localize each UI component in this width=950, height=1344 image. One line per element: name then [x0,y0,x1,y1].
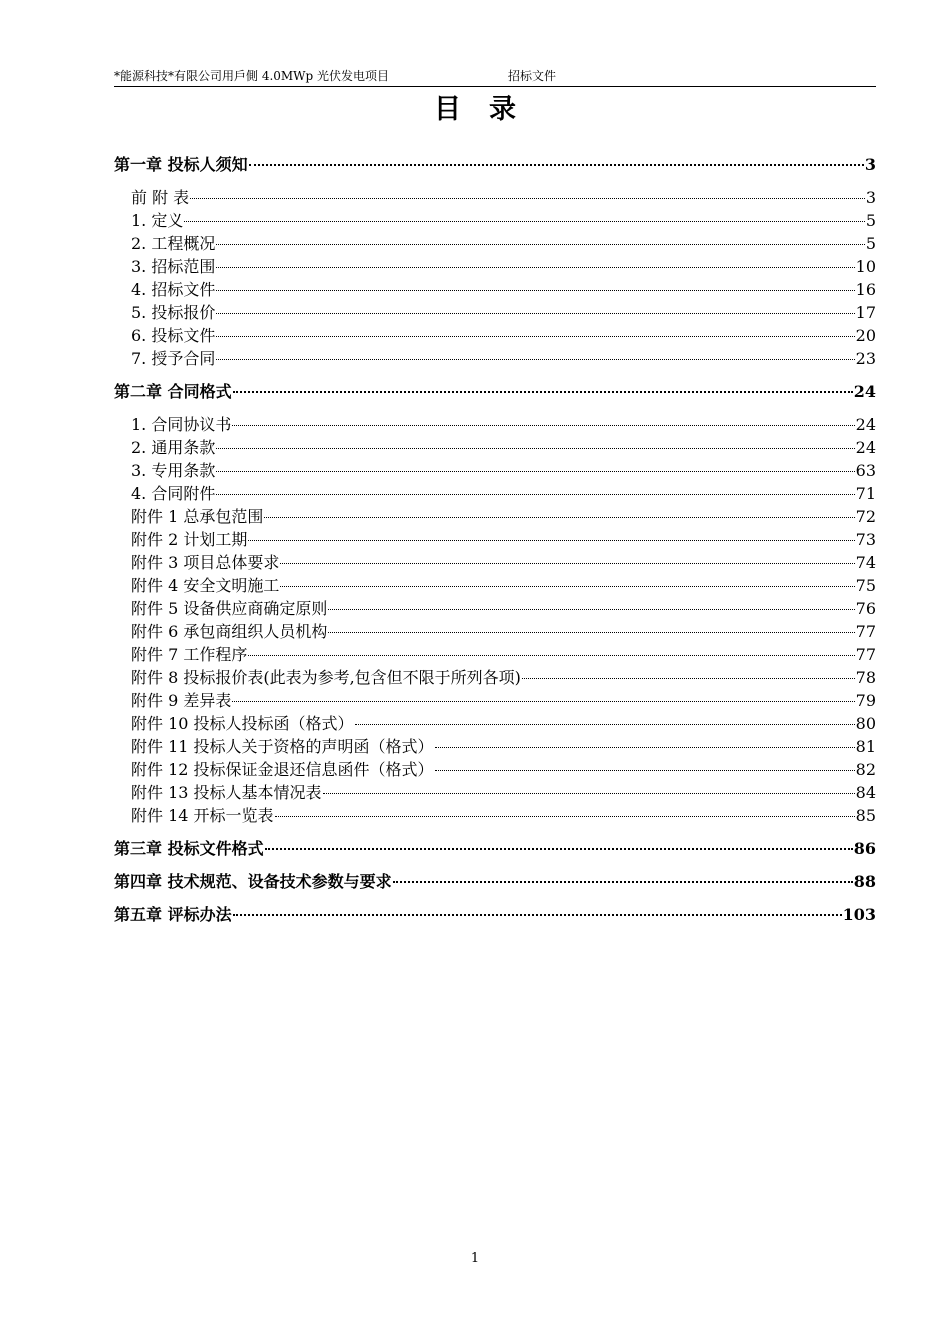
dot-leader [232,425,854,426]
entry-label: 前 附 表 [131,188,190,207]
entry-page: 16 [855,280,876,299]
entry-page: 71 [855,484,876,503]
dot-leader [248,540,854,541]
dot-leader [190,198,865,199]
dot-leader [328,632,854,633]
entry-label: 2. 工程概况 [131,234,216,253]
toc-entry[interactable] [114,324,876,347]
entry-label: 3. 专用条款 [131,461,216,480]
entry-page: 82 [855,760,876,779]
header-doc-type: 招标文件 [508,69,557,83]
chapter-page: 86 [853,839,876,858]
chapter-label: 第四章 技术规范、设备技术参数与要求 [114,872,392,891]
entry-label: 2. 通用条款 [131,438,216,457]
entry-page: 17 [855,303,876,322]
entry-label: 5. 投标报价 [131,303,216,322]
page-number: 1 [470,1251,480,1266]
entry-label: 附件 9 差异表 [131,691,232,710]
toc-entry[interactable] [114,413,876,436]
dot-leader [232,701,854,702]
dot-leader [233,391,853,393]
chapter-page: 3 [864,155,876,174]
entry-label: 6. 投标文件 [131,326,216,345]
entry-label: 附件 8 投标报价表(此表为参考,包含但不限于所列各项) [131,668,521,687]
dot-leader [216,448,854,449]
toc-entry[interactable] [114,232,876,255]
toc-entry[interactable] [114,804,876,827]
entry-page: 81 [855,737,876,756]
chapter-page: 88 [853,872,876,891]
entry-label: 附件 3 项目总体要求 [131,553,280,572]
entry-page: 80 [855,714,876,733]
entry-label: 3. 招标范围 [131,257,216,276]
dot-leader [275,816,855,817]
dot-leader [216,244,864,245]
toc-entry[interactable] [114,666,876,689]
dot-leader [216,313,854,314]
entry-page: 5 [865,234,876,253]
toc-entry[interactable] [114,278,876,301]
toc-entry[interactable] [114,255,876,278]
dot-leader [435,770,855,771]
entry-label: 附件 2 计划工期 [131,530,248,549]
toc-entry[interactable] [114,597,876,620]
toc-chapter-2[interactable] [114,380,876,403]
toc-entry[interactable] [114,574,876,597]
toc-entry[interactable] [114,436,876,459]
toc-entry[interactable] [114,347,876,370]
dot-leader [323,793,855,794]
dot-leader [248,655,854,656]
chapter-page: 24 [853,382,876,401]
entry-label: 附件 1 总承包范围 [131,507,264,526]
header-project-name: *能源科技*有限公司用戶側 4.0MWp 光伏发电项目 [114,69,390,83]
dot-leader [216,267,854,268]
entry-page: 79 [855,691,876,710]
dot-leader [280,586,854,587]
entry-page: 75 [855,576,876,595]
dot-leader [265,848,853,850]
entry-label: 4. 合同附件 [131,484,216,503]
entry-page: 77 [855,622,876,641]
entry-page: 72 [855,507,876,526]
entry-label: 4. 招标文件 [131,280,216,299]
entry-label: 附件 13 投标人基本情况表 [131,783,322,802]
dot-leader [249,164,864,166]
toc-entry[interactable] [114,758,876,781]
entry-page: 74 [855,553,876,572]
entry-page: 85 [855,806,876,825]
dot-leader [216,494,854,495]
dot-leader [233,914,842,916]
toc-entry[interactable] [114,689,876,712]
entry-label: 1. 合同协议书 [131,415,232,434]
table-of-contents [114,153,876,926]
chapter-page: 103 [842,905,876,924]
entry-page: 76 [855,599,876,618]
toc-entry[interactable] [114,528,876,551]
entry-label: 附件 14 开标一览表 [131,806,274,825]
dot-leader [216,359,854,360]
entry-page: 24 [855,415,876,434]
entry-label: 1. 定义 [131,211,184,230]
dot-leader [355,724,855,725]
toc-entry[interactable] [114,643,876,666]
entry-page: 10 [855,257,876,276]
toc-entry[interactable] [114,209,876,232]
toc-entry[interactable] [114,482,876,505]
dot-leader [264,517,854,518]
dot-leader [393,881,853,883]
entry-page: 5 [865,211,876,230]
chapter-1-items [114,186,876,370]
chapter-label: 第五章 评标办法 [114,905,232,924]
entry-page: 84 [855,783,876,802]
toc-chapter-3[interactable] [114,837,876,860]
toc-entry[interactable] [114,735,876,758]
entry-page: 73 [855,530,876,549]
entry-label: 附件 6 承包商组织人员机构 [131,622,328,641]
dot-leader [522,678,855,679]
entry-label: 附件 7 工作程序 [131,645,248,664]
entry-page: 63 [855,461,876,480]
toc-entry[interactable] [114,186,876,209]
entry-page: 24 [855,438,876,457]
page-header [114,68,876,87]
entry-label: 7. 授予合同 [131,349,216,368]
toc-entry[interactable] [114,551,876,574]
toc-title: 目录 [434,94,544,125]
entry-label: 附件 11 投标人关于资格的声明函（格式） [131,737,434,756]
dot-leader [435,747,855,748]
entry-page: 20 [855,326,876,345]
entry-label: 附件 5 设备供应商确定原则 [131,599,328,618]
chapter-label: 第二章 合同格式 [114,382,232,401]
entry-page: 77 [855,645,876,664]
toc-entry[interactable] [114,620,876,643]
entry-label: 附件 4 安全文明施工 [131,576,280,595]
toc-entry[interactable] [114,712,876,735]
chapter-2-items [114,413,876,827]
entry-page: 23 [855,349,876,368]
entry-page: 3 [865,188,876,207]
toc-chapter-4[interactable] [114,870,876,893]
dot-leader [216,336,854,337]
dot-leader [184,221,864,222]
toc-entry[interactable] [114,301,876,324]
toc-chapter-5[interactable] [114,903,876,926]
toc-entry[interactable] [114,459,876,482]
toc-entry[interactable] [114,781,876,804]
entry-label: 附件 10 投标人投标函（格式） [131,714,354,733]
dot-leader [216,290,854,291]
chapter-label: 第三章 投标文件格式 [114,839,264,858]
entry-label: 附件 12 投标保证金退还信息函件（格式） [131,760,434,779]
dot-leader [280,563,854,564]
dot-leader [328,609,854,610]
toc-entry[interactable] [114,505,876,528]
dot-leader [216,471,854,472]
entry-page: 78 [855,668,876,687]
toc-chapter-1[interactable] [114,153,876,176]
chapter-label: 第一章 投标人须知 [114,155,248,174]
